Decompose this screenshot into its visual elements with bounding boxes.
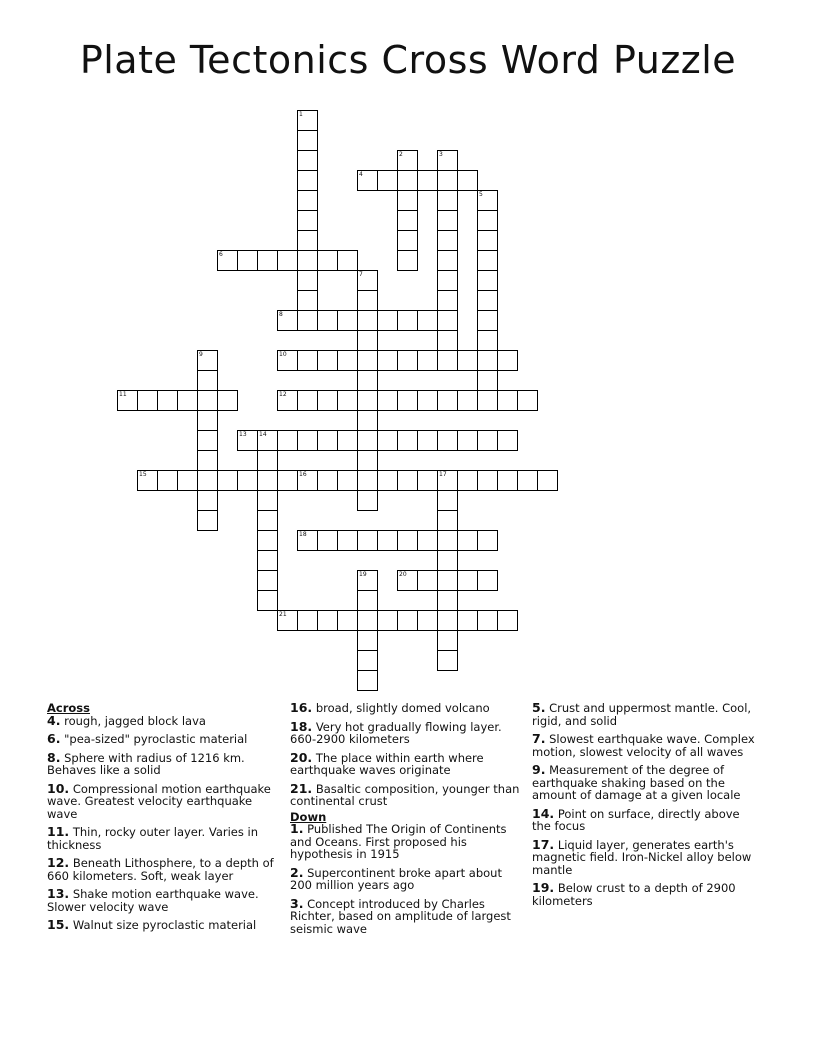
grid-cell[interactable]	[477, 230, 498, 251]
grid-cell[interactable]	[277, 250, 298, 271]
grid-cell[interactable]	[417, 170, 438, 191]
grid-cell[interactable]	[357, 450, 378, 471]
grid-cell[interactable]	[417, 570, 438, 591]
grid-cell[interactable]	[257, 510, 278, 531]
grid-cell[interactable]	[477, 570, 498, 591]
clue-across-11: 11. Thin, rocky outer layer. Varies in thickness	[47, 824, 259, 852]
grid-cell[interactable]	[357, 290, 378, 311]
grid-cell[interactable]	[217, 470, 238, 491]
grid-cell[interactable]	[337, 390, 358, 411]
grid-cell[interactable]	[457, 470, 478, 491]
cell-number: 11	[119, 391, 127, 398]
clue-across-12: 12. Beneath Lithosphere, to a depth of 660 kilometers. Soft, weak layer	[47, 855, 274, 883]
cell-number: 13	[239, 431, 247, 438]
grid-cell[interactable]	[397, 530, 418, 551]
clue-across-20: 20. The place within earth where earthquake waves originate	[290, 749, 484, 777]
grid-cell[interactable]	[257, 430, 278, 451]
grid-cell[interactable]	[197, 410, 218, 431]
grid-cell[interactable]	[477, 530, 498, 551]
cell-number: 10	[279, 351, 287, 358]
grid-cell[interactable]	[397, 230, 418, 251]
grid-cell[interactable]	[237, 430, 258, 451]
grid-cell[interactable]	[417, 390, 438, 411]
grid-cell[interactable]	[317, 390, 338, 411]
grid-cell[interactable]	[377, 470, 398, 491]
grid-cell[interactable]	[377, 530, 398, 551]
grid-cell[interactable]	[397, 310, 418, 331]
clue-column-2	[290, 702, 526, 941]
cell-number: 1	[299, 111, 303, 118]
grid-cell[interactable]	[397, 430, 418, 451]
grid-cell[interactable]	[437, 190, 458, 211]
clue-down-7: 7. Slowest earthquake wave. Complex motion, slowest velocity of all waves	[532, 731, 755, 759]
clue-column-1	[47, 702, 275, 938]
across-heading: Across	[47, 701, 90, 715]
cell-number: 5	[479, 191, 483, 198]
grid-cell[interactable]	[437, 590, 458, 611]
grid-cell[interactable]	[397, 470, 418, 491]
grid-cell[interactable]	[437, 430, 458, 451]
clue-across-15: 15. Walnut size pyroclastic material	[47, 917, 257, 932]
grid-cell[interactable]	[297, 210, 318, 231]
clue-down-1: 1. Published The Origin of Continents and Oceans. First proposed his hypothesis in 1915	[290, 821, 507, 861]
clue-down-19: 19. Below crust to a depth of 2900 kilometers	[532, 880, 736, 908]
grid-cell[interactable]	[277, 470, 298, 491]
cell-number: 18	[299, 531, 307, 538]
clue-column-3	[532, 702, 760, 913]
cell-number: 3	[439, 151, 443, 158]
grid-cell[interactable]	[357, 530, 378, 551]
grid-cell[interactable]	[257, 590, 278, 611]
grid-cell[interactable]	[497, 390, 518, 411]
grid-cell[interactable]	[297, 170, 318, 191]
clue-down-9: 9. Measurement of the degree of earthquake shaking based on the amount of damage at a given locale	[532, 762, 741, 802]
grid-cell[interactable]	[477, 310, 498, 331]
grid-cell[interactable]	[437, 290, 458, 311]
grid-cell[interactable]	[497, 430, 518, 451]
grid-cell[interactable]	[197, 510, 218, 531]
grid-cell[interactable]	[457, 610, 478, 631]
grid-cell[interactable]	[237, 250, 258, 271]
grid-cell[interactable]	[437, 230, 458, 251]
grid-cell[interactable]	[497, 470, 518, 491]
cell-number: 4	[359, 171, 363, 178]
grid-cell[interactable]	[477, 370, 498, 391]
grid-cell[interactable]	[197, 490, 218, 511]
grid-cell[interactable]	[357, 370, 378, 391]
grid-cell[interactable]	[437, 270, 458, 291]
clue-across-4: 4. rough, jagged block lava	[47, 712, 206, 728]
grid-cell[interactable]	[397, 610, 418, 631]
cell-number: 15	[139, 471, 147, 478]
grid-cell[interactable]	[437, 510, 458, 531]
grid-cell[interactable]	[397, 570, 418, 591]
grid-cell[interactable]	[437, 250, 458, 271]
grid-cell[interactable]	[197, 430, 218, 451]
cell-number: 7	[359, 271, 363, 278]
grid-cell[interactable]	[157, 390, 178, 411]
grid-cell[interactable]	[397, 150, 418, 171]
grid-cell[interactable]	[477, 290, 498, 311]
grid-cell[interactable]	[357, 330, 378, 351]
grid-cell[interactable]	[377, 390, 398, 411]
grid-cell[interactable]	[397, 190, 418, 211]
grid-cell[interactable]	[517, 390, 538, 411]
grid-cell[interactable]	[297, 610, 318, 631]
grid-cell[interactable]	[357, 390, 378, 411]
grid-cell[interactable]	[257, 570, 278, 591]
grid-cell[interactable]	[357, 590, 378, 611]
grid-cell[interactable]	[437, 610, 458, 631]
clue-down-17: 17. Liquid layer, generates earth's magnetic field. Iron-Nickel alloy below mantle	[532, 836, 752, 877]
clue-across-6: 6. "pea-sized" pyroclastic material	[47, 731, 248, 746]
grid-cell[interactable]	[357, 430, 378, 451]
grid-cell[interactable]	[497, 350, 518, 371]
grid-cell[interactable]	[437, 550, 458, 571]
grid-cell[interactable]	[197, 470, 218, 491]
grid-cell[interactable]	[257, 250, 278, 271]
clue-down-2: 2. Supercontinent broke apart about 200 million years ago	[290, 864, 502, 892]
grid-cell[interactable]	[417, 430, 438, 451]
clue-across-10: 10. Compressional motion earthquake wave. Greatest velocity earthquake wave	[47, 780, 271, 821]
grid-cell[interactable]	[317, 470, 338, 491]
grid-cell[interactable]	[357, 610, 378, 631]
grid-cell[interactable]	[397, 210, 418, 231]
clue-across-21: 21. Basaltic composition, younger than continental crust	[290, 780, 520, 808]
grid-cell[interactable]	[237, 470, 258, 491]
grid-cell[interactable]	[337, 470, 358, 491]
grid-cell[interactable]	[277, 310, 298, 331]
grid-cell[interactable]	[297, 270, 318, 291]
grid-cell[interactable]	[437, 150, 458, 171]
grid-cell[interactable]	[297, 150, 318, 171]
grid-cell[interactable]	[317, 430, 338, 451]
grid-cell[interactable]	[297, 110, 318, 131]
grid-cell[interactable]	[437, 210, 458, 231]
grid-cell[interactable]	[337, 250, 358, 271]
grid-cell[interactable]	[297, 350, 318, 371]
grid-cell[interactable]	[157, 470, 178, 491]
grid-cell[interactable]	[437, 630, 458, 651]
grid-cell[interactable]	[357, 410, 378, 431]
grid-cell[interactable]	[177, 470, 198, 491]
grid-cell[interactable]	[297, 130, 318, 151]
grid-cell[interactable]	[477, 350, 498, 371]
grid-cell[interactable]	[437, 390, 458, 411]
down-heading: Down	[290, 809, 327, 824]
grid-cell[interactable]	[357, 490, 378, 511]
grid-cell[interactable]	[297, 470, 318, 491]
grid-cell[interactable]	[357, 630, 378, 651]
grid-cell[interactable]	[217, 250, 238, 271]
grid-cell[interactable]	[497, 610, 518, 631]
grid-cell[interactable]	[217, 390, 238, 411]
grid-cell[interactable]	[317, 610, 338, 631]
grid-cell[interactable]	[477, 430, 498, 451]
grid-cell[interactable]	[297, 430, 318, 451]
clue-down-5: 5. Crust and uppermost mantle. Cool, rigid, and solid	[532, 700, 752, 728]
grid-cell[interactable]	[137, 470, 158, 491]
grid-cell[interactable]	[377, 350, 398, 371]
grid-cell[interactable]	[297, 390, 318, 411]
grid-cell[interactable]	[477, 610, 498, 631]
clue-down-3: 3. Concept introduced by Charles Richter, based on amplitude of largest seismic wave	[290, 895, 511, 936]
grid-cell[interactable]	[437, 530, 458, 551]
grid-cell[interactable]	[277, 350, 298, 371]
grid-cell[interactable]	[297, 530, 318, 551]
grid-cell[interactable]	[437, 490, 458, 511]
grid-cell[interactable]	[337, 610, 358, 631]
grid-cell[interactable]	[477, 210, 498, 231]
grid-cell[interactable]	[377, 430, 398, 451]
cell-number: 20	[399, 571, 407, 578]
grid-cell[interactable]	[337, 530, 358, 551]
cell-number: 9	[199, 351, 203, 358]
grid-cell[interactable]	[517, 470, 538, 491]
clue-down-14: 14. Point on surface, directly above the focus	[532, 805, 740, 833]
grid-cell[interactable]	[397, 390, 418, 411]
grid-cell[interactable]	[457, 170, 478, 191]
grid-cell[interactable]	[357, 670, 378, 691]
grid-cell[interactable]	[417, 530, 438, 551]
puzzle-title: Plate Tectonics Cross Word Puzzle	[79, 38, 737, 82]
clue-across-13: 13. Shake motion earthquake wave. Slower velocity wave	[47, 886, 259, 914]
grid-cell[interactable]	[537, 470, 558, 491]
grid-cell[interactable]	[297, 310, 318, 331]
grid-cell[interactable]	[297, 290, 318, 311]
grid-cell[interactable]	[457, 430, 478, 451]
grid-cell[interactable]	[477, 330, 498, 351]
grid-cell[interactable]	[337, 350, 358, 371]
grid-cell[interactable]	[377, 610, 398, 631]
grid-cell[interactable]	[457, 570, 478, 591]
grid-cell[interactable]	[397, 170, 418, 191]
grid-cell[interactable]	[417, 470, 438, 491]
grid-cell[interactable]	[477, 270, 498, 291]
grid-cell[interactable]	[357, 350, 378, 371]
grid-cell[interactable]	[437, 650, 458, 671]
clue-across-18: 18. Very hot gradually flowing layer. 660-2900 kilometers	[290, 718, 502, 746]
grid-cell[interactable]	[457, 390, 478, 411]
grid-cell[interactable]	[457, 350, 478, 371]
grid-cell[interactable]	[317, 310, 338, 331]
cell-number: 2	[399, 151, 403, 158]
clue-across-8: 8. Sphere with radius of 1216 km. Behaves like a solid	[47, 749, 245, 777]
grid-cell[interactable]	[477, 390, 498, 411]
grid-cell[interactable]	[297, 250, 318, 271]
grid-cell[interactable]	[437, 350, 458, 371]
grid-cell[interactable]	[277, 610, 298, 631]
grid-cell[interactable]	[257, 450, 278, 471]
grid-cell[interactable]	[377, 310, 398, 331]
grid-cell[interactable]	[197, 370, 218, 391]
cell-number: 16	[299, 471, 307, 478]
grid-cell[interactable]	[257, 550, 278, 571]
grid-cell[interactable]	[317, 530, 338, 551]
grid-cell[interactable]	[417, 350, 438, 371]
grid-cell[interactable]	[317, 250, 338, 271]
grid-cell[interactable]	[457, 530, 478, 551]
grid-cell[interactable]	[357, 650, 378, 671]
cell-number: 6	[219, 251, 223, 258]
grid-cell[interactable]	[337, 310, 358, 331]
grid-cell[interactable]	[357, 470, 378, 491]
grid-cell[interactable]	[137, 390, 158, 411]
grid-cell[interactable]	[197, 390, 218, 411]
grid-cell[interactable]	[257, 470, 278, 491]
grid-cell[interactable]	[417, 610, 438, 631]
grid-cell[interactable]	[357, 570, 378, 591]
grid-cell[interactable]	[277, 390, 298, 411]
grid-cell[interactable]	[357, 270, 378, 291]
cell-number: 8	[279, 311, 283, 318]
grid-cell[interactable]	[477, 190, 498, 211]
grid-cell[interactable]	[437, 570, 458, 591]
clue-across-16: 16. broad, slightly domed volcano	[290, 700, 490, 715]
grid-cell[interactable]	[177, 390, 198, 411]
cell-number: 19	[359, 571, 367, 578]
grid-cell[interactable]	[357, 310, 378, 331]
grid-cell[interactable]	[437, 330, 458, 351]
grid-cell[interactable]	[377, 170, 398, 191]
grid-cell[interactable]	[437, 470, 458, 491]
cell-number: 17	[439, 471, 447, 478]
grid-cell[interactable]	[417, 310, 438, 331]
grid-cell[interactable]	[397, 350, 418, 371]
grid-cell[interactable]	[197, 350, 218, 371]
grid-cell[interactable]	[397, 250, 418, 271]
cell-number: 21	[279, 611, 287, 618]
grid-cell[interactable]	[317, 350, 338, 371]
grid-cell[interactable]	[257, 530, 278, 551]
grid-cell[interactable]	[117, 390, 138, 411]
grid-cell[interactable]	[277, 430, 298, 451]
grid-cell[interactable]	[297, 230, 318, 251]
grid-cell[interactable]	[437, 170, 458, 191]
grid-cell[interactable]	[257, 490, 278, 511]
grid-cell[interactable]	[437, 310, 458, 331]
grid-cell[interactable]	[477, 250, 498, 271]
cell-number: 14	[259, 431, 267, 438]
grid-cell[interactable]	[477, 470, 498, 491]
cell-number: 12	[279, 391, 287, 398]
grid-cell[interactable]	[197, 450, 218, 471]
grid-cell[interactable]	[357, 170, 378, 191]
grid-cell[interactable]	[297, 190, 318, 211]
grid-cell[interactable]	[337, 430, 358, 451]
